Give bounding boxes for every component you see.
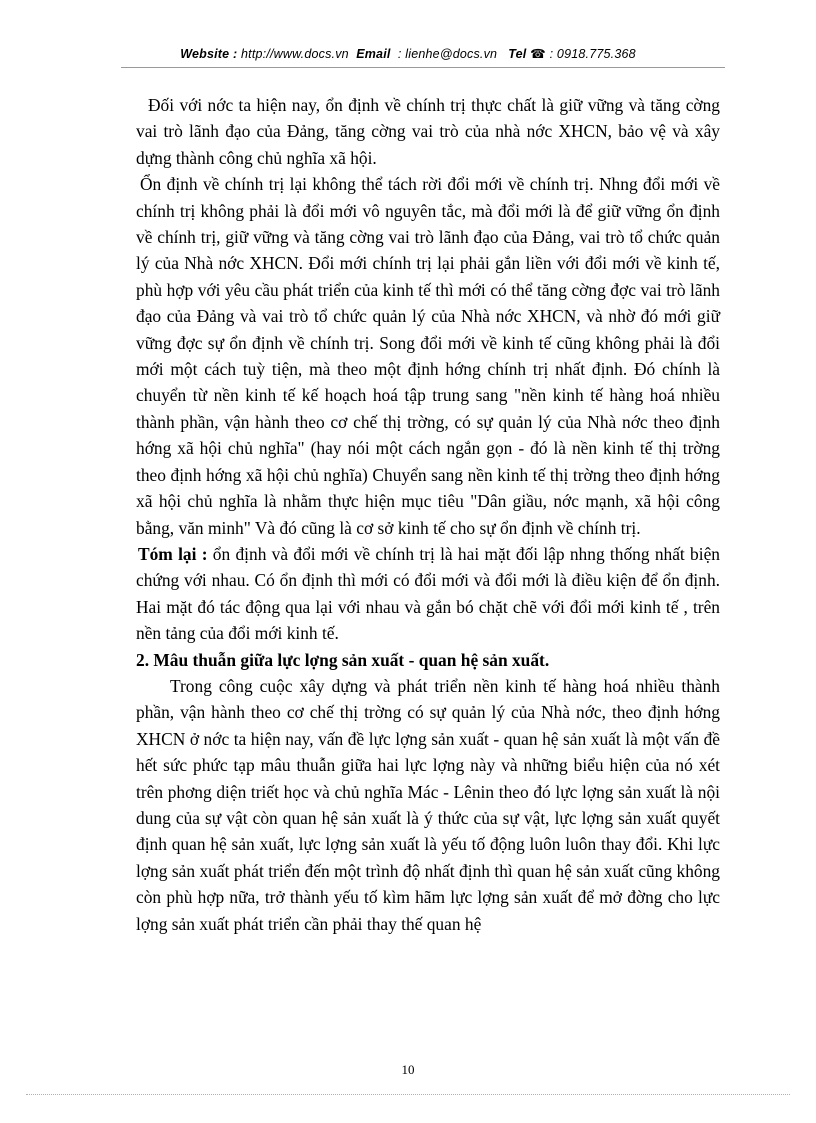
- paragraph-political-reform: Ổn định về chính trị lại không thể tách rời đổi mới về chính trị. Nhng đổi mới về chính trị không phải là đổi mới vô nguyên tắc, mà đổi mới là để giữ vững ổn định về chính trị, giữ vững và tăng cờng vai trò lãnh đạo của Đảng, vai trò tổ chức quản lý của Nhà nớc XHCN. Đổi mới chính trị lại phải gắn liền với đổi mới về kinh tế, phù hợp với yêu cầu phát triển của kinh tế thì mới có thể tăng cờng đợc vai trò lãnh đạo của Đảng và vai trò tổ chức quản lý của Nhà nớc XHCN, và nhờ đó mới giữ vững đợc sự ổn định về chính trị. Song đổi mới về kinh tế cũng không phải là đổi mới một cách tuỳ tiện, mà theo một định hớng chính trị nhất định. Đó chính là chuyển từ nền kinh tế kế hoạch hoá tập trung sang "nền kinh tế hàng hoá nhiều thành phần, vận hành theo cơ chế thị trờng, có sự quản lý của Nhà nớc theo định hớng xã hội chủ nghĩa" (hay nói một cách ngắn gọn - đó là nền kinh tế thị trờng theo định hớng xã hội chủ nghĩa) Chuyển sang nền kinh tế thị trờng theo định hớng xã hội chủ nghĩa là nhằm thực hiện mục tiêu "Dân giầu, nớc mạnh, xã hội công bằng, văn minh" Và đó cũng là cơ sở kinh tế cho sự ổn định về chính trị.: [136, 174, 720, 538]
- document-body: [136, 92, 720, 937]
- header-divider: [121, 67, 725, 68]
- page-number: 10: [401, 1062, 415, 1077]
- section-heading: 2. Mâu thuẫn giữa lực lợng sản xuất - quan hệ sản xuất.: [136, 649, 550, 670]
- email-label: Email: [356, 47, 391, 61]
- tel-label: Tel: [508, 47, 527, 61]
- summary-text: ổn định và đổi mới về chính trị là hai mặt đối lập nhng thống nhất biện chứng với nhau. Có ổn định thì mới có đổi mới và đổi mới là điều kiện để ổn định. Hai mặt đó tác động qua lại với nhau và gắn bó chặt chẽ với đổi mới kinh tế , trên nền tảng của đổi mới kinh tế.: [136, 543, 720, 644]
- paragraph-production-forces: Trong công cuộc xây dựng và phát triển nền kinh tế hàng hoá nhiều thành phần, vận hành theo cơ chế thị trờng có sự quản lý của Nhà nớc, theo định hớng XHCN ở nớc ta hiện nay, vấn đề lực lợng sản xuất - quan hệ sản xuất là một vấn đề hết sức phức tạp mâu thuẫn giữa hai lực lợng này và những biểu hiện của nó xét trên phơng diện triết học và chủ nghĩa Mác - Lênin theo đó lực lợng sản xuất là nội dung của sự vật còn quan hệ sản xuất là ý thức của sự vật, lực lợng sản xuất quyết định quan hệ sản xuất, lực lợng sản xuất là yếu tố động luôn luôn thay đổi. Khi lực lợng sản xuất phát triển đến một trình độ nhất định thì quan hệ sản xuất cũng không còn phù hợp nữa, trở thành yếu tố kìm hãm lực lợng sản xuất để mở đờng cho lực lợng sản xuất phát triển cần phải thay thế quan hệ: [136, 675, 720, 934]
- tel-number: : 0918.775.368: [549, 47, 636, 61]
- page-bottom-border: [26, 1094, 790, 1095]
- website-label: Website :: [180, 47, 238, 61]
- paragraph-summary: [136, 541, 720, 647]
- paragraph-political-stability: Đối với nớc ta hiện nay, ổn định về chính trị thực chất là giữ vững và tăng cờng vai trò lãnh đạo của Đảng, tăng cờng vai trò của nhà nớc XHCN, bảo vệ và xây dựng thành công chủ nghĩa xã hội.: [136, 95, 720, 168]
- summary-label: Tóm lại :: [138, 543, 208, 564]
- page-header: [0, 46, 816, 61]
- email-address[interactable]: : lienhe@docs.vn: [397, 47, 498, 61]
- telephone-icon: ☎: [530, 47, 546, 61]
- website-url[interactable]: http://www.docs.vn: [241, 47, 349, 61]
